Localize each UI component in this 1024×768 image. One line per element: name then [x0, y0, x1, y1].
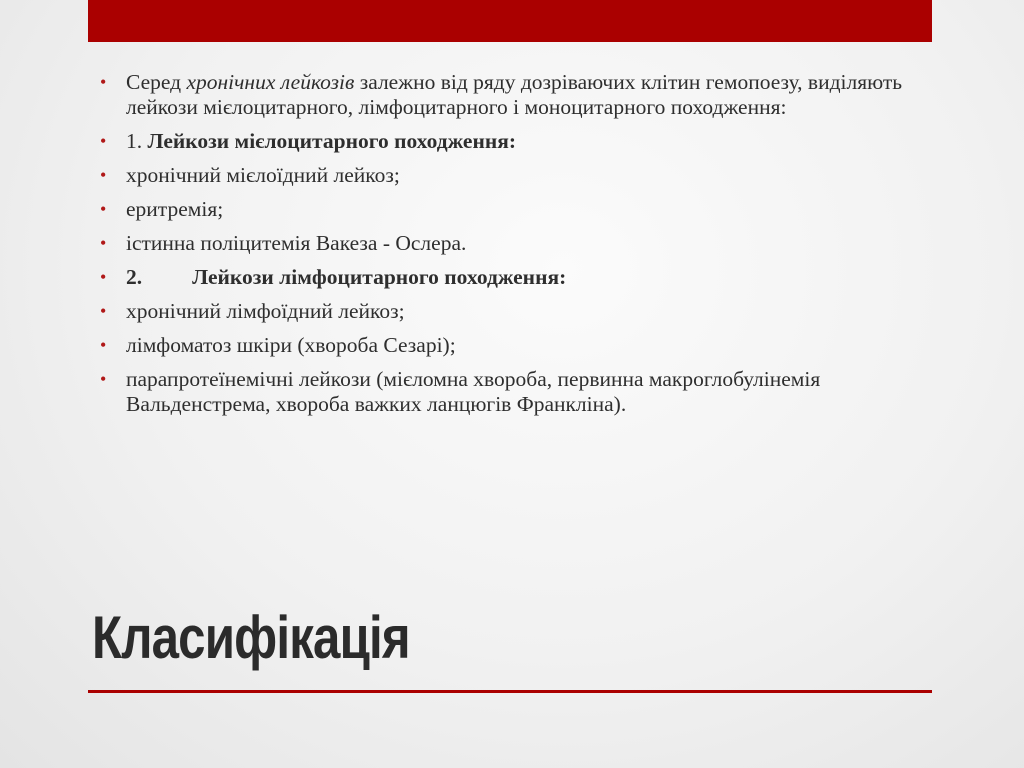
bullet-text-prefix: Серед [126, 70, 187, 94]
bullet-item [100, 333, 920, 358]
bullet-text: хронічний мієлоїдний лейкоз; [126, 163, 400, 187]
bullet-item-heading [100, 265, 920, 290]
bullet-dot-icon: • [100, 131, 107, 151]
bullet-dot-icon: • [100, 369, 107, 389]
bullet-number: 1. [126, 129, 148, 153]
bullet-text: залежно від ряду дозріваючих клітин гемопоезу, виділяють лейкози мієлоцитарного, лімфоцитарного і моноцитарного походження: [126, 70, 903, 119]
bullet-item-heading [100, 129, 920, 154]
bullet-item [100, 70, 920, 120]
bullet-dot-icon: • [100, 301, 107, 321]
bullet-item [100, 163, 920, 188]
bullet-item [100, 197, 920, 222]
title-underline-rule [88, 690, 932, 693]
bullet-text: істинна поліцитемія Вакеза - Ослера. [126, 231, 467, 255]
bullet-heading-text: Лейкози лімфоцитарного походження: [192, 265, 567, 289]
bullet-dot-icon: • [100, 72, 107, 92]
bullet-number: 2. [126, 265, 143, 289]
bullet-item [100, 367, 920, 417]
bullet-dot-icon: • [100, 165, 107, 185]
bullet-text: лімфоматоз шкіри (хвороба Сезарі); [126, 333, 456, 357]
bullet-text: еритремія; [126, 197, 224, 221]
bullet-heading-text: Лейкози мієлоцитарного походження: [147, 129, 517, 153]
bullet-dot-icon: • [100, 335, 107, 355]
bullet-text: парапротеїнемічні лейкози (мієломна хвороба, первинна макроглобулінемія Вальденстрема, хвороба важких ланцюгів Франкліна). [126, 367, 821, 416]
bullet-dot-icon: • [100, 199, 107, 219]
bullet-dot-icon: • [100, 267, 107, 287]
bullet-text: хронічний лімфоїдний лейкоз; [126, 299, 405, 323]
bullet-item [100, 299, 920, 324]
bullet-item [100, 231, 920, 256]
bullet-text-italic: хронічних лейкозів [186, 70, 355, 94]
top-accent-bar [88, 0, 932, 42]
bullet-list [100, 70, 920, 426]
slide-title: Класифікація [92, 604, 410, 671]
bullet-dot-icon: • [100, 233, 107, 253]
